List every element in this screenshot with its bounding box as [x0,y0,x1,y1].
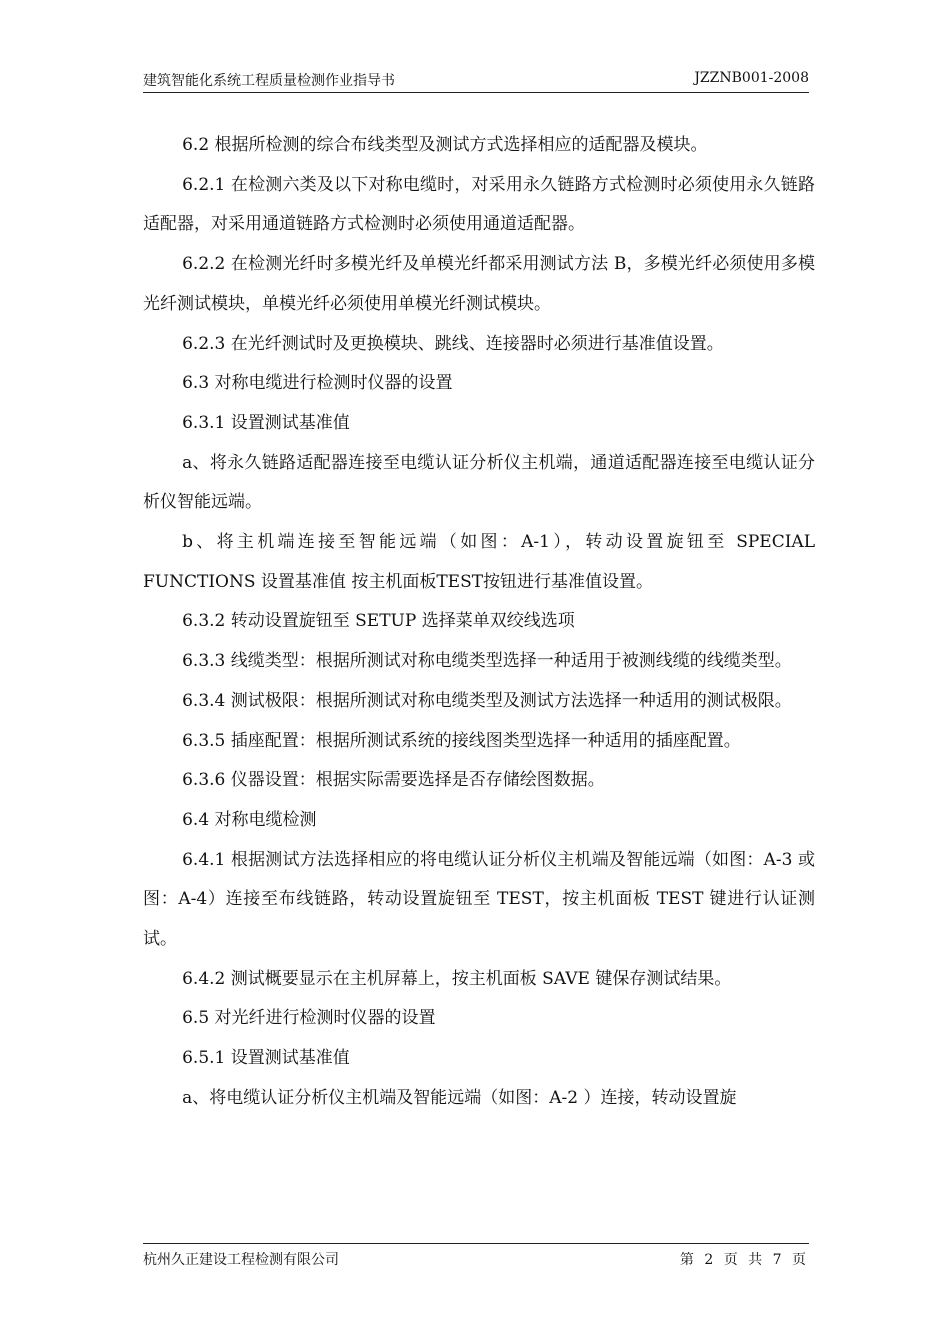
page-footer [143,1243,809,1268]
paragraph: 6.2 根据所检测的综合布线类型及测试方式选择相应的适配器及模块。 [182,135,708,155]
paragraph: 6.5.1 设置测试基准值 [182,1048,350,1069]
section-heading: 6.4 对称电缆检测 [182,809,317,830]
paragraph: b、将主机端连接至智能远端（如图：A-1），转动设置旋钮至 SPECIAL FUNCTIONS 设置基准值 按主机面板TEST按钮进行基准值设置。 [143,532,815,592]
paragraph: 6.3.3 线缆类型：根据所测试对称电缆类型选择一种适用于被测线缆的线缆类型。 [182,651,792,672]
paragraph: 6.3.5 插座配置：根据所测试系统的接线图类型选择一种适用的插座配置。 [182,730,741,751]
page-header [143,68,809,93]
paragraph: 6.4.1 根据测试方法选择相应的将电缆认证分析仪主机端及智能远端（如图：A-3 或图：A-4）连接至布线链路，转动设置旋钮至 TEST，按主机面板 TEST 键进行认证测试。 [143,849,815,950]
paragraph: a、将永久链路适配器连接至电缆认证分析仪主机端，通道适配器连接至电缆认证分析仪智能远端。 [143,452,815,513]
document-title: 建筑智能化系统工程质量检测作业指导书 [143,73,395,89]
paragraph: 6.3.2 转动设置旋钮至 SETUP 选择菜单双绞线选项 [182,611,575,632]
paragraph: 6.4.2 测试概要显示在主机屏幕上，按主机面板 SAVE 键保存测试结果。 [182,968,732,989]
paragraph: 6.2.2 在检测光纤时多模光纤及单模光纤都采用测试方法 B，多模光纤必须使用多模光纤测试模块，单模光纤必须使用单模光纤测试模块。 [143,254,815,314]
document-code: JZZNB001-2008 [694,70,809,86]
paragraph: 6.3.1 设置测试基准值 [182,412,350,433]
paragraph: 6.3.4 测试极限：根据所测试对称电缆类型及测试方法选择一种适用的测试极限。 [182,690,792,711]
document-body [143,126,815,1119]
company-name: 杭州久正建设工程检测有限公司 [143,1252,339,1268]
section-heading: 6.5 对光纤进行检测时仪器的设置 [182,1008,436,1029]
section-heading: 6.3 对称电缆进行检测时仪器的设置 [182,373,453,394]
paragraph: a、将电缆认证分析仪主机端及智能远端（如图：A-2 ）连接，转动设置旋 [182,1087,737,1108]
page-number: 第 2 页 共 7 页 [679,1252,809,1268]
paragraph: 6.2.1 在检测六类及以下对称电缆时，对采用永久链路方式检测时必须使用永久链路适配器，对采用通道链路方式检测时必须使用通道适配器。 [143,174,815,235]
paragraph: 6.2.3 在光纤测试时及更换模块、跳线、连接器时必须进行基准值设置。 [182,333,724,354]
paragraph: 6.3.6 仪器设置：根据实际需要选择是否存储绘图数据。 [182,770,605,791]
